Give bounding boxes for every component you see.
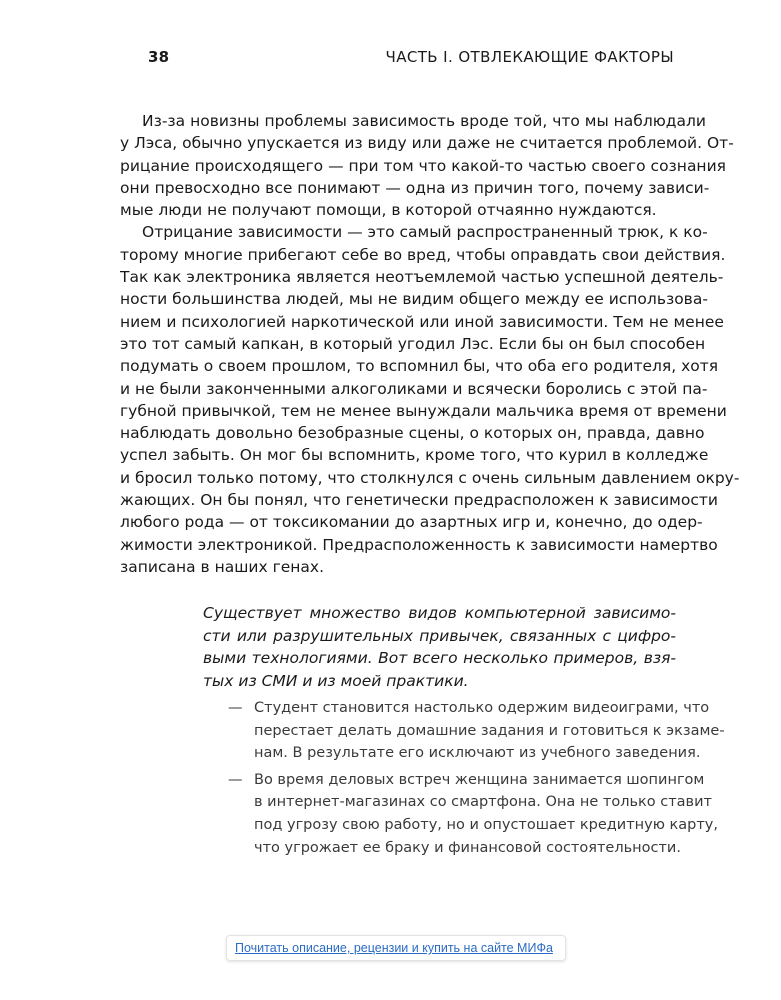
text-line: записана в наших генах. <box>120 557 324 576</box>
text-line: ности большинства людей, мы не видим общего между ее использова- <box>120 290 708 309</box>
text-line: это тот самый капкан, в который угодил Лэс. Если бы он был способен <box>120 334 706 353</box>
text-line: Из-за новизны проблемы зависимость вроде той, что мы наблюдали <box>142 112 706 130</box>
paragraph-1 <box>120 110 734 221</box>
list-item-line: в интернет-магазинах со смартфона. Она не только ставит <box>254 794 712 811</box>
text-line: рицание происходящего — при том что какой-то частью своего сознания <box>120 156 726 175</box>
page-number: 38 <box>148 48 170 66</box>
list-item-line: перестает делать домашние задания и готовиться к экзаме- <box>254 722 725 739</box>
inset-line: сти или разрушительных привычек, связанных с цифро- <box>203 626 676 645</box>
text-line: мые люди не получают помощи, в которой отчаянно нуждаются. <box>120 201 657 220</box>
inset-line: выми технологиями. Вот всего несколько примеров, взя- <box>203 649 676 667</box>
text-line: Отрицание зависимости — это самый распространенный трюк, к ко- <box>142 223 708 242</box>
buy-book-link[interactable] <box>226 935 566 961</box>
list-item-line: что угрожает ее браку и финансовой состоятельности. <box>254 839 681 856</box>
text-line: и не были законченными алкоголиками и всячески боролись с этой па- <box>120 379 708 398</box>
text-line: наблюдать довольно безобразные сцены, о которых он, правда, давно <box>120 424 705 443</box>
text-line: у Лэса, обычно упускается из виду или даже не считается проблемой. От- <box>120 134 734 153</box>
inset-line: тых из СМИ и из моей практики. <box>203 671 469 690</box>
text-line: любого рода — от токсикомании до азартных игр и, конечно, до одер- <box>120 513 703 532</box>
paragraph-2 <box>120 221 740 578</box>
example-list <box>228 697 725 863</box>
inset-italic-text <box>203 602 676 692</box>
text-line: жимости электроникой. Предрасположенность к зависимости намертво <box>120 535 718 554</box>
text-line: подумать о своем прошлом, то вспомнил бы, что оба его родителя, хотя <box>120 357 719 376</box>
dash-bullet-icon: — <box>228 771 243 788</box>
buy-book-link-label[interactable]: Почитать описание, рецензии и купить на сайте МИФа <box>235 941 553 955</box>
text-line: успел забыть. Он мог бы вспомнить, кроме того, что курил в колледже <box>120 446 709 465</box>
text-line: они превосходно все понимают — одна из причин того, почему зависи- <box>120 178 710 197</box>
list-item <box>228 769 718 859</box>
text-line: торому многие прибегают себе во вред, чтобы оправдать свои действия. <box>120 245 726 264</box>
inset-line: Существует множество видов компьютерной зависимо- <box>203 604 676 622</box>
text-line: нием и психологией наркотической или иной зависимости. Тем не менее <box>120 312 724 331</box>
list-item-line: Во время деловых встреч женщина занимается шопингом <box>254 771 705 788</box>
text-line: губной привычкой, тем не менее вынуждали мальчика время от времени <box>120 401 727 420</box>
list-item <box>228 697 725 765</box>
list-item-line: нам. В результате его исключают из учебного заведения. <box>254 745 701 762</box>
list-item-line: под угрозу свою работу, но и опустошает кредитную карту, <box>254 816 718 833</box>
dash-bullet-icon: — <box>228 700 243 716</box>
page-header <box>143 48 674 72</box>
list-item-line: Студент становится настолько одержим видеоиграми, что <box>254 700 710 716</box>
text-line: и бросил только потому, что столкнулся с очень сильным давлением окру- <box>120 468 740 487</box>
text-line: жающих. Он бы понял, что генетически предрасположен к зависимости <box>120 491 718 510</box>
running-head: ЧАСТЬ I. ОТВЛЕКАЮЩИЕ ФАКТОРЫ <box>385 48 674 66</box>
text-line: Так как электроника является неотъемлемой частью успешной деятель- <box>120 268 724 287</box>
body-text <box>120 110 740 578</box>
